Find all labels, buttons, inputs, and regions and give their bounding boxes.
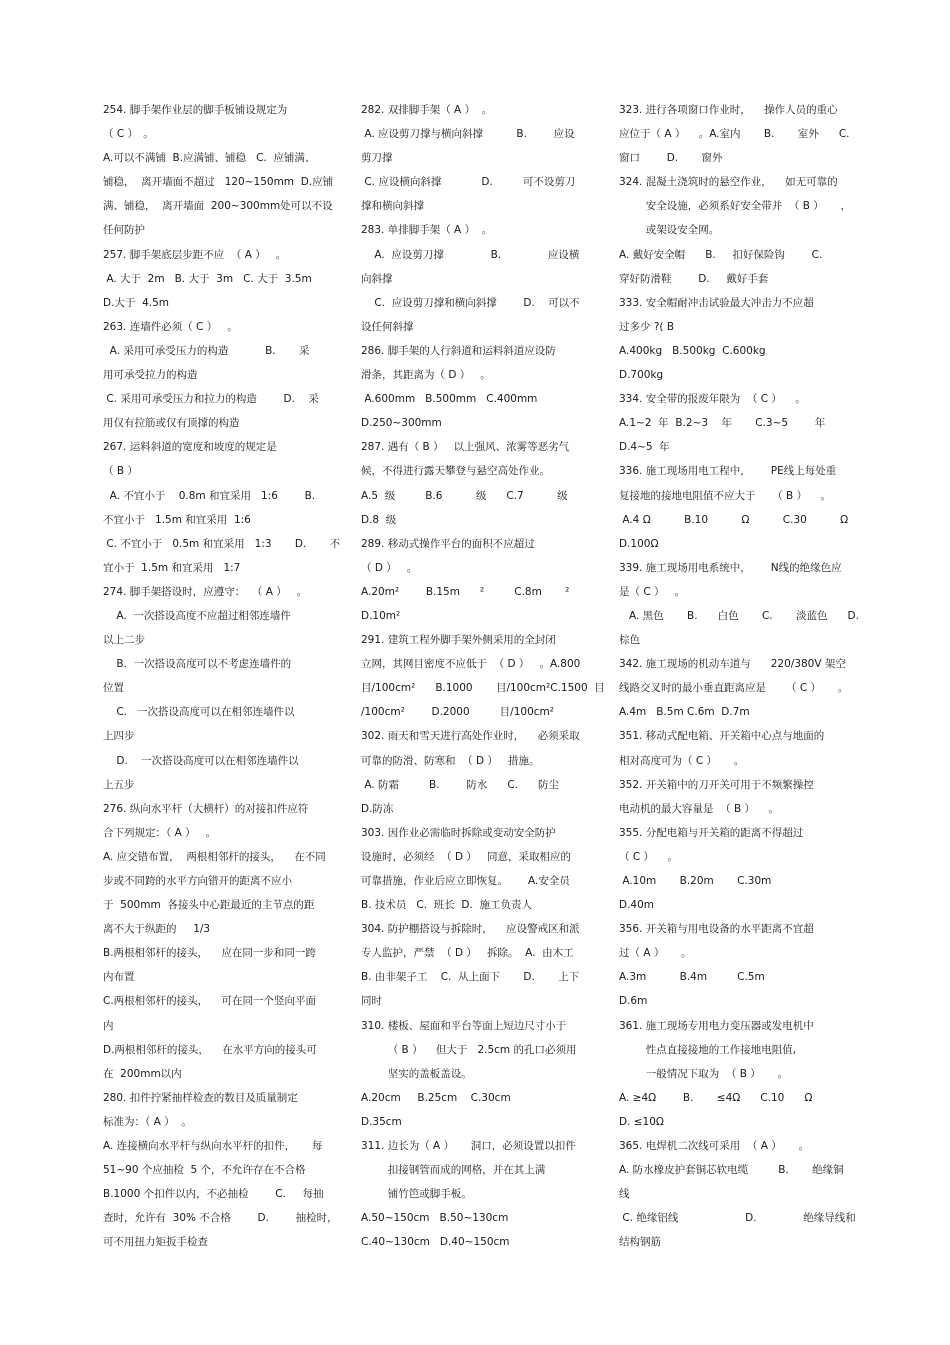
text-line: A. ≥4Ω B. ≤4Ω C.10 Ω xyxy=(619,1091,813,1104)
text-column-middle xyxy=(361,98,605,1255)
text-line: C. 应设剪刀撑和横向斜撑 D. 可以不 xyxy=(361,296,580,309)
text-line: 结构钢筋 xyxy=(619,1236,661,1249)
text-line: B. 由非架子工 C. 从上面下 D. 上下 xyxy=(361,971,580,984)
text-line: 专人监护，严禁 （ D ） 拆除。 A. 由木工 xyxy=(361,947,574,960)
text-line: 365. 电焊机二次线可采用 （ A ） 。 xyxy=(619,1140,809,1153)
text-line: D. ≤10Ω xyxy=(619,1115,664,1128)
text-line: 扣接钢管而成的网格，并在其上满 xyxy=(361,1164,546,1177)
text-line: D.大于 4.5m xyxy=(103,296,170,309)
text-line: A.50~150cm B.50~130cm xyxy=(361,1212,509,1225)
text-line: 352. 开关箱中的刀开关可用于不频繁操控 xyxy=(619,778,814,791)
text-line: 坚实的盖板盖设。 xyxy=(361,1067,472,1080)
text-line: A.400kg B.500kg C.600kg xyxy=(619,344,766,357)
text-line: 291. 建筑工程外脚手架外侧采用的全封闭 xyxy=(361,634,556,647)
text-line: 可不用扭力矩扳手检查 xyxy=(103,1236,208,1249)
text-line: 应位于（ A ） 。A.室内 B. 室外 C. xyxy=(619,128,850,141)
text-line: 离不大于纵距的 1/3 xyxy=(103,923,211,936)
text-line: 立网，其网目密度不应低于 （ D ） 。A.800 xyxy=(361,658,581,671)
text-line: C. 绝缘铝线 D. 绝缘导线和 xyxy=(619,1212,856,1225)
text-line: 283. 单排脚手架（ A ） 。 xyxy=(361,224,493,237)
text-line: 向斜撑 xyxy=(361,272,393,285)
text-line: D.250~300mm xyxy=(361,417,442,430)
text-line: 282. 双排脚手架（ A ） 。 xyxy=(361,104,493,116)
text-line: 不宜小于 1.5m 和宜采用 1:6 xyxy=(103,513,251,526)
text-line: D.4~5 年 xyxy=(619,441,670,454)
text-line: 51~90 个应抽检 5 个，不允许存在不合格 xyxy=(103,1164,306,1177)
text-line: D.100Ω xyxy=(619,537,659,550)
text-line: B. 技术员 C. 班长 D. 施工负责人 xyxy=(361,899,533,912)
text-line: A.3m B.4m C.5m xyxy=(619,971,765,984)
text-line: 线路交叉时的最小垂直距离应是 （ C ） 。 xyxy=(619,682,849,695)
text-line: 339. 施工现场用电系统中， N线的绝缘色应 xyxy=(619,561,842,574)
text-line: （ D ） 。 xyxy=(361,561,418,574)
text-line: A.20m² B.15m ² C.8m ² xyxy=(361,585,570,598)
text-line: B.1000 个扣件以内，不必抽检 C. 每抽 xyxy=(103,1188,324,1201)
text-line: A.可以不满铺 B.应满铺、铺稳 C. 应铺满、 xyxy=(103,152,316,165)
text-line: C. 一次搭设高度可以在相邻连墙件以 xyxy=(103,706,295,719)
text-line: 上四步 xyxy=(103,730,135,743)
text-line: 宜小于 1.5m 和宜采用 1:7 xyxy=(103,561,241,574)
text-line: 342. 施工现场的机动车道与 220/380V 架空 xyxy=(619,658,846,671)
text-line: A. 一次搭设高度不应超过相邻连墙件 xyxy=(103,609,291,622)
text-line: D.6m xyxy=(619,995,648,1008)
text-line: 289. 移动式操作平台的面积不应超过 xyxy=(361,537,535,550)
text-line: 复接地的接地电阻值不应大于 （ B ） 。 xyxy=(619,489,831,502)
text-line: 287. 遇有（ B ） 以上强风、浓雾等恶劣气 xyxy=(361,441,570,454)
text-line: 步或不同跨的水平方向错开的距离不应小 xyxy=(103,875,292,887)
text-line: 280. 扣件拧紧抽样检查的数目及质量制定 xyxy=(103,1091,298,1104)
text-line: D. 一次搭设高度可以在相邻连墙件以 xyxy=(103,754,299,767)
text-line: 任何防护 xyxy=(103,224,145,237)
text-line: 274. 脚手架搭设时，应遵守： （ A ） 。 xyxy=(103,585,308,598)
text-line: 303. 因作业必需临时拆除或变动安全防护 xyxy=(361,826,556,839)
text-line: C. 采用可承受压力和拉力的构造 D. 采 xyxy=(103,393,319,406)
text-line: 上五步 xyxy=(103,778,135,791)
text-line: 254. 脚手架作业层的脚手板铺设规定为 xyxy=(103,104,288,116)
text-line: 候，不得进行露天攀登与悬空高处作业。 xyxy=(361,465,550,478)
text-line: A.1~2 年 B.2~3 年 C.3~5 年 xyxy=(619,417,826,430)
text-line: 是（ C ） 。 xyxy=(619,585,686,598)
text-line: 用可承受拉力的构造 xyxy=(103,369,198,382)
text-line: D.8 级 xyxy=(361,513,397,526)
text-line: 以上二步 xyxy=(103,634,145,647)
text-line: 于 500mm 各接头中心距最近的主节点的距 xyxy=(103,899,315,912)
text-line: D.10m² xyxy=(361,609,401,622)
text-line: 设任何斜撑 xyxy=(361,320,414,333)
text-line: A.20cm B.25cm C.30cm xyxy=(361,1091,511,1104)
text-line: C.两根相邻杆的接头， 可在同一个竖向平面 xyxy=(103,995,317,1008)
text-line: A. 不宜小于 0.8m 和宜采用 1:6 B. xyxy=(103,489,316,502)
text-line: 铺稳， 离开墙面不超过 120~150mm D.应铺 xyxy=(103,176,334,189)
text-line: 电动机的最大容量是 （ B ） 。 xyxy=(619,802,779,815)
text-line: 用仅有拉筋或仅有顶撑的构造 xyxy=(103,417,240,430)
text-line: 剪刀撑 xyxy=(361,152,393,165)
text-line: D.防冻 xyxy=(361,802,394,815)
text-line: A.600mm B.500mm C.400mm xyxy=(361,393,538,406)
text-line: 336. 施工现场用电工程中， PE线上每处重 xyxy=(619,465,837,478)
text-line: A. 防霜 B. 防水 C. 防尘 xyxy=(361,778,560,791)
text-line: 内布置 xyxy=(103,971,135,984)
text-line: A.4m B.5m C.6m D.7m xyxy=(619,706,750,719)
text-line: A. 黑色 B. 白色 C. 淡蓝色 D. xyxy=(619,609,859,622)
text-line: D.40m xyxy=(619,899,655,912)
text-line: 276. 纵向水平杆（大横杆）的对接扣件应符 xyxy=(103,802,309,815)
text-line: 铺竹笆或脚手板。 xyxy=(361,1188,472,1201)
text-line: A. 采用可承受压力的构造 B. 采 xyxy=(103,344,310,357)
text-line: 356. 开关箱与用电设备的水平距离不宜超 xyxy=(619,923,814,936)
text-line: 333. 安全帽耐冲击试验最大冲击力不应超 xyxy=(619,296,814,309)
text-line: 过多少 ?( B xyxy=(619,320,675,333)
text-line: 可靠的防滑、防寒和 （ D ） 措施。 xyxy=(361,754,540,767)
text-line: 性点直接接地的工作接地电阻值, xyxy=(619,1043,797,1056)
text-line: 267. 运料斜道的宽度和坡度的规定是 xyxy=(103,441,277,454)
text-line: A. 应交错布置， 两根相邻杆的接头， 在不同 xyxy=(103,850,326,863)
text-line: 一般情况下取为 （ B ） 。 xyxy=(619,1067,788,1080)
text-line: 撑和横向斜撑 xyxy=(361,200,424,213)
text-line: 302. 雨天和雪天进行高处作业时， 必须采取 xyxy=(361,730,580,743)
text-line: A. 大于 2m B. 大于 3m C. 大于 3.5m xyxy=(103,272,312,285)
text-line: A.10m B.20m C.30m xyxy=(619,875,772,887)
text-line: 361. 施工现场专用电力变压器或发电机中 xyxy=(619,1019,814,1032)
text-line: 标准为：（ A ） 。 xyxy=(103,1115,192,1128)
text-line: D.35cm xyxy=(361,1115,402,1128)
text-line: 311. 边长为（ A ） 洞口，必须设置以扣件 xyxy=(361,1140,576,1153)
text-line: （ B ） 但大于 2.5cm 的孔口必须用 xyxy=(361,1043,577,1056)
text-line: （ C ） 。 xyxy=(103,128,154,141)
text-column-right xyxy=(619,98,859,1255)
text-line: 310. 楼板、屋面和平台等面上短边尺寸小于 xyxy=(361,1019,567,1032)
text-line: 同时 xyxy=(361,995,382,1008)
text-column-left xyxy=(103,98,341,1255)
text-line: 过（ A ） 。 xyxy=(619,947,692,960)
text-line: 可靠措施，作业后应立即恢复。 A.安全员 xyxy=(361,875,570,887)
text-line: A. 戴好安全帽 B. 扣好保险钩 C. xyxy=(619,248,823,261)
text-line: A. 应设剪刀撑 B. 应设横 xyxy=(361,248,580,261)
text-line: 穿好防滑鞋 D. 戴好手套 xyxy=(619,272,769,285)
text-line: 257. 脚手架底层步距不应 （ A ） 。 xyxy=(103,248,287,261)
text-line: B.两根相邻杆的接头， 应在同一步和同一跨 xyxy=(103,947,316,960)
text-line: 满、铺稳， 离开墙面 200~300mm处可以不设 xyxy=(103,200,333,213)
text-line: （ B ） xyxy=(103,465,138,478)
text-line: （ C ） 。 xyxy=(619,850,678,863)
text-line: /100cm² D.2000 目/100cm² xyxy=(361,706,554,719)
text-line: 351. 移动式配电箱、开关箱中心点与地面的 xyxy=(619,730,825,743)
text-line: 查时，允许有 30% 不合格 D. 抽检时， xyxy=(103,1212,338,1225)
text-line: D.两根相邻杆的接头， 在水平方向的接头可 xyxy=(103,1043,317,1056)
text-line: 355. 分配电箱与开关箱的距离不得超过 xyxy=(619,826,804,839)
text-line: 263. 连墙件必须（ C ） 。 xyxy=(103,320,238,333)
text-line: A. 连接横向水平杆与纵向水平杆的扣件， 每 xyxy=(103,1140,323,1153)
text-line: 位置 xyxy=(103,682,124,695)
text-line: 或架设安全网。 xyxy=(619,224,720,237)
text-line: 目/100cm² B.1000 目/100cm²C.1500 目 xyxy=(361,682,605,695)
text-line: C. 应设横向斜撑 D. 可不设剪刀 xyxy=(361,176,576,189)
text-line: B. 一次搭设高度可以不考虑连墙件的 xyxy=(103,658,292,671)
text-line: 安全设施，必须系好安全带并 （ B ） ， xyxy=(619,200,851,213)
text-line: 334. 安全带的报废年限为 （ C ） 。 xyxy=(619,393,806,406)
text-line: 286. 脚手架的人行斜道和运料斜道应设防 xyxy=(361,344,556,357)
text-line: A. 应设剪刀撑与横向斜撑 B. 应设 xyxy=(361,128,575,141)
text-line: 304. 防护棚搭设与拆除时， 应设警戒区和派 xyxy=(361,923,580,936)
text-line: 线 xyxy=(619,1188,630,1201)
text-line: 窗口 D. 窗外 xyxy=(619,152,723,165)
text-line: 合下列规定：（ A ） 。 xyxy=(103,826,217,839)
text-line: 324. 混凝土浇筑时的悬空作业， 如无可靠的 xyxy=(619,176,838,189)
text-line: 在 200mm以内 xyxy=(103,1067,182,1080)
text-line: D.700kg xyxy=(619,369,664,382)
text-line: A. 防水橡皮护套铜芯软电缆 B. 绝缘铜 xyxy=(619,1164,844,1177)
text-line: 设施时，必须经 （ D ） 同意，采取相应的 xyxy=(361,850,571,863)
text-line: 内 xyxy=(103,1019,114,1032)
text-line: 相对高度可为（ C ） 。 xyxy=(619,754,745,767)
text-line: 323. 进行各项窗口作业时， 操作人员的重心 xyxy=(619,104,838,116)
text-line: A.5 级 B.6 级 C.7 级 xyxy=(361,489,568,502)
text-line: A.4 Ω B.10 Ω C.30 Ω xyxy=(619,513,849,526)
text-line: C.40~130cm D.40~150cm xyxy=(361,1236,510,1249)
text-line: C. 不宜小于 0.5m 和宜采用 1:3 D. 不 xyxy=(103,537,341,550)
text-line: 棕色 xyxy=(619,634,640,647)
text-line: 滑条，其距离为（ D ） 。 xyxy=(361,369,491,382)
